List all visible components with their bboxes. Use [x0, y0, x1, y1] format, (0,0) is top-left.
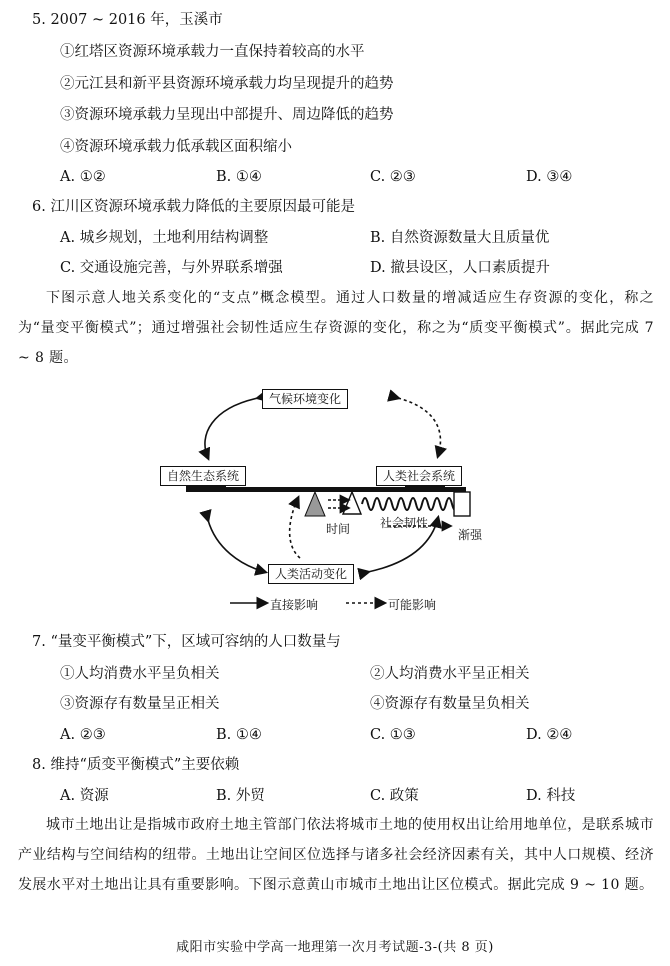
pivot-diagram	[150, 380, 530, 620]
pivot-new	[343, 492, 361, 514]
q5-statement-1: ①红塔区资源环境承载力一直保持着较高的水平	[60, 44, 365, 60]
q5-statement-2: ②元江县和新平县资源环境承载力均呈现提升的趋势	[60, 76, 394, 92]
page-footer: 咸阳市实验中学高一地理第一次月考试题-3-(共 8 页)	[176, 940, 494, 955]
q6-option-a: A. 城乡规划，土地利用结构调整	[60, 230, 269, 246]
q7-statement-2: ②人均消费水平呈正相关	[370, 666, 530, 682]
q6-stem: 6. 江川区资源环境承载力降低的主要原因最可能是	[32, 199, 355, 215]
q7-option-b: B. ①④	[216, 727, 262, 743]
box-human-society: 人类社会系统	[376, 466, 462, 486]
label-stronger: 渐强	[458, 528, 483, 542]
resilience-spring	[362, 498, 458, 510]
q5-stem: 5. 2007 ~ 2016 年，玉溪市	[32, 12, 223, 28]
intro-paragraph-9-10: 城市土地出让是指城市政府土地主管部门依法将城市土地的使用权出让给用地单位，是联系城市产业结构与空间结构的纽带。土地出让空间区位选择与诸多社会经济因素有关，其中人口规模、经济发展水平对土地出让具有重要影响。下图示意黄山市城市土地出让区位模式。据此完成 9 ~ 10 题。	[18, 817, 654, 893]
q8-option-d: D. 科技	[526, 788, 576, 804]
q7-statement-1: ①人均消费水平呈负相关	[60, 666, 220, 682]
q8-option-a: A. 资源	[60, 788, 109, 804]
q7-option-a: A. ②③	[60, 727, 106, 743]
q6-option-b: B. 自然资源数量大且质量优	[370, 230, 550, 246]
arrow-climate-nature	[205, 398, 258, 458]
legend-direct-label: 直接影响	[270, 598, 319, 612]
q6-option-c: C. 交通设施完善，与外界联系增强	[60, 260, 283, 276]
q5-option-b: B. ①④	[216, 169, 262, 185]
q8-stem: 8. 维持“质变平衡模式”主要依赖	[32, 757, 240, 773]
box-natural-ecosystem: 自然生态系统	[160, 466, 246, 486]
label-time: 时间	[326, 522, 351, 536]
q5-statement-3: ③资源环境承载力呈现出中部提升、周边降低的趋势	[60, 107, 394, 123]
pivot-diagram-svg	[150, 380, 530, 620]
q5-option-d: D. ③④	[526, 169, 573, 185]
legend-possible-label: 可能影响	[388, 598, 437, 612]
arrow-human-pivot	[290, 498, 300, 558]
q5-option-a: A. ①②	[60, 169, 106, 185]
pivot-old	[305, 492, 325, 516]
spring-end-block	[454, 492, 470, 516]
q8-option-c: C. 政策	[370, 788, 419, 804]
q7-statement-3: ③资源存有数量呈正相关	[60, 696, 220, 712]
intro-paragraph-7-8: 下图示意人地关系变化的“支点”概念模型。通过人口数量的增减适应生存资源的变化，称之为“量变平衡模式”；通过增强社会韧性适应生存资源的变化，称之为“质变平衡模式”。据此完成 7 ~ 8 题。	[18, 290, 654, 366]
box-climate-change: 气候环境变化	[262, 389, 348, 409]
arrow-nature-human	[208, 520, 265, 572]
box-human-activity: 人类活动变化	[268, 564, 354, 584]
q5-statement-4: ④资源环境承载力低承载区面积缩小	[60, 139, 292, 155]
q8-option-b: B. 外贸	[216, 788, 265, 804]
q7-option-c: C. ①③	[370, 727, 416, 743]
q7-statement-4: ④资源存有数量呈负相关	[370, 696, 530, 712]
label-social-resilience: 社会韧性	[380, 516, 429, 530]
q6-option-d: D. 撤县设区，人口素质提升	[370, 260, 550, 276]
q7-option-d: D. ②④	[526, 727, 573, 743]
arrow-climate-society	[398, 398, 440, 456]
q5-option-c: C. ②③	[370, 169, 416, 185]
q7-stem: 7. “量变平衡模式”下，区域可容纳的人口数量与	[32, 634, 341, 650]
